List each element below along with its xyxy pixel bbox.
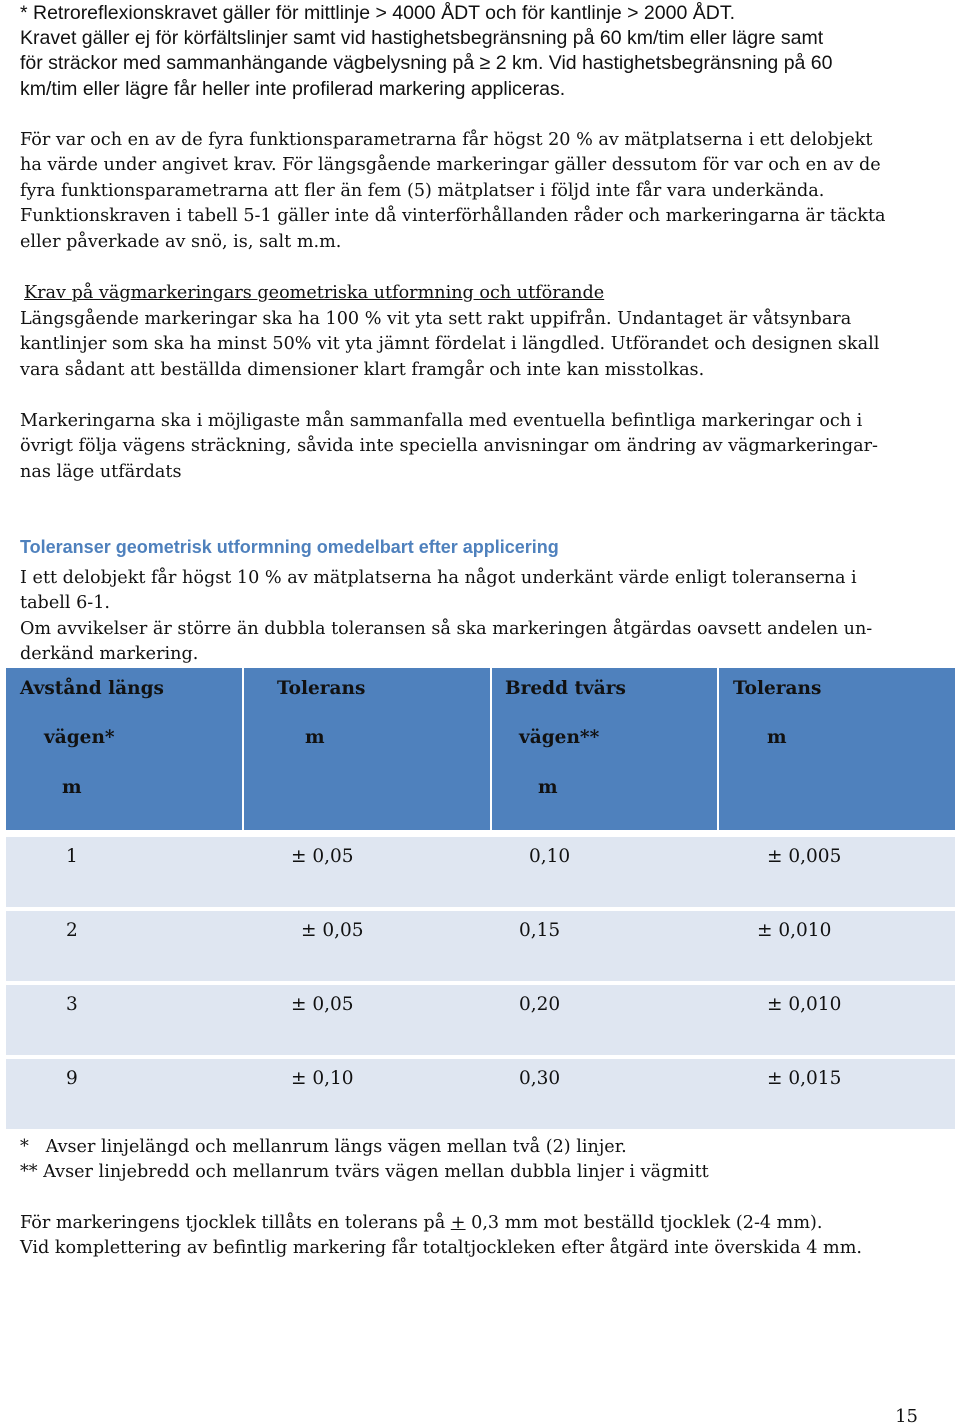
plus-minus-sign: + bbox=[450, 1213, 466, 1233]
table-cell: 2 bbox=[66, 920, 78, 941]
table-cell: ± 0,10 bbox=[291, 1068, 354, 1089]
header-tolerance2-line1: Tolerans bbox=[733, 678, 822, 699]
header-tolerance1-line2: m bbox=[305, 727, 325, 748]
paragraph-line: Om avvikelser är större än dubbla toleransen så ska markeringen åtgärdas oavsett andelen un- bbox=[20, 619, 873, 639]
tolerance-heading: Toleranser geometrisk utformning omedelbart efter applicering bbox=[20, 537, 559, 557]
header-distance-line2: vägen* bbox=[44, 727, 115, 748]
intro-line: * Retroreflexionskravet gäller för mittlinje > 4000 ÅDT och för kantlinje > 2000 ÅDT. bbox=[20, 2, 735, 24]
header-distance-line3: m bbox=[62, 777, 82, 798]
header-tolerance2-line2: m bbox=[767, 727, 787, 748]
paragraph-line: vara sådant att beställda dimensioner klart framgår och inte kan misstolkas. bbox=[20, 360, 705, 380]
page-number: 15 bbox=[895, 1406, 918, 1427]
paragraph-line: För var och en av de fyra funktionsparametrarna får högst 20 % av mätplatserna i ett delobjekt bbox=[20, 130, 873, 150]
paragraph-line: kantlinjer som ska ha minst 50% vit yta jämnt fördelat i längdled. Utförandet och designen skall bbox=[20, 334, 880, 354]
paragraph-line: ha värde under angivet krav. För längsgående markeringar gäller dessutom för var och en av de bbox=[20, 155, 881, 175]
table-cell: 0,20 bbox=[519, 994, 561, 1015]
paragraph-line: eller påverkade av snö, is, salt m.m. bbox=[20, 232, 342, 252]
thickness-line: Vid komplettering av befintlig markering får totaltjockleken efter åtgärd inte överskida 4 mm. bbox=[20, 1238, 863, 1258]
table-cell: ± 0,010 bbox=[757, 920, 832, 941]
table-cell: ± 0,05 bbox=[301, 920, 364, 941]
footnote-line: * Avser linjelängd och mellanrum längs vägen mellan två (2) linjer. bbox=[20, 1137, 627, 1157]
paragraph-line: fyra funktionsparametrarna att fler än fem (5) mätplatser i följd inte får vara underkända. bbox=[20, 181, 825, 201]
table-cell: ± 0,010 bbox=[767, 994, 842, 1015]
paragraph-line: nas läge utfärdats bbox=[20, 462, 182, 482]
table-cell: 9 bbox=[66, 1068, 78, 1089]
paragraph-line: I ett delobjekt får högst 10 % av mätplatserna ha något underkänt värde enligt toleranserna i bbox=[20, 568, 857, 588]
header-width-line3: m bbox=[538, 777, 558, 798]
table-cell: ± 0,05 bbox=[291, 994, 354, 1015]
geometry-heading: Krav på vägmarkeringars geometriska utformning och utförande bbox=[24, 283, 605, 303]
table-cell: 0,10 bbox=[529, 846, 571, 867]
header-tolerance1-line1: Tolerans bbox=[277, 678, 366, 699]
table-cell: 0,15 bbox=[519, 920, 561, 941]
paragraph-line: derkänd markering. bbox=[20, 644, 199, 664]
thickness-text-pre: För markeringens tjocklek tillåts en tolerans på bbox=[20, 1213, 451, 1233]
table-cell: ± 0,05 bbox=[291, 846, 354, 867]
table-cell: ± 0,015 bbox=[767, 1068, 842, 1089]
header-width-line2: vägen** bbox=[519, 727, 600, 748]
table-cell: 3 bbox=[66, 994, 78, 1015]
table-cell: 1 bbox=[66, 846, 78, 867]
paragraph-line: övrigt följa vägens sträckning, såvida inte speciella anvisningar om ändring av vägmarkeringar- bbox=[20, 436, 878, 456]
intro-line: km/tim eller lägre får heller inte profilerad markering appliceras. bbox=[20, 78, 566, 100]
intro-line: för sträckor med sammanhängande vägbelysning på ≥ 2 km. Vid hastighetsbegränsning på 60 bbox=[20, 52, 833, 74]
intro-line: Kravet gäller ej för körfältslinjer samt vid hastighetsbegränsning på 60 km/tim eller lägre samt bbox=[20, 27, 824, 49]
paragraph-line: Längsgående markeringar ska ha 100 % vit yta sett rakt uppifrån. Undantaget är våtsynbara bbox=[20, 309, 852, 329]
paragraph-line: tabell 6-1. bbox=[20, 593, 111, 613]
thickness-text-post: 0,3 mm mot beställd tjocklek (2-4 mm). bbox=[465, 1213, 823, 1233]
header-width-line1: Bredd tvärs bbox=[505, 678, 626, 699]
paragraph-line: Markeringarna ska i möjligaste mån sammanfalla med eventuella befintliga markeringar och i bbox=[20, 411, 863, 431]
table-cell: 0,30 bbox=[519, 1068, 561, 1089]
paragraph-line: Funktionskraven i tabell 5-1 gäller inte då vinterförhållanden råder och markeringarna är täckta bbox=[20, 206, 886, 226]
table-cell: ± 0,005 bbox=[767, 846, 842, 867]
thickness-line bbox=[20, 1211, 823, 1236]
footnote-line: ** Avser linjebredd och mellanrum tvärs vägen mellan dubbla linjer i vägmitt bbox=[20, 1162, 709, 1182]
header-distance-line1: Avstånd längs bbox=[20, 678, 164, 699]
